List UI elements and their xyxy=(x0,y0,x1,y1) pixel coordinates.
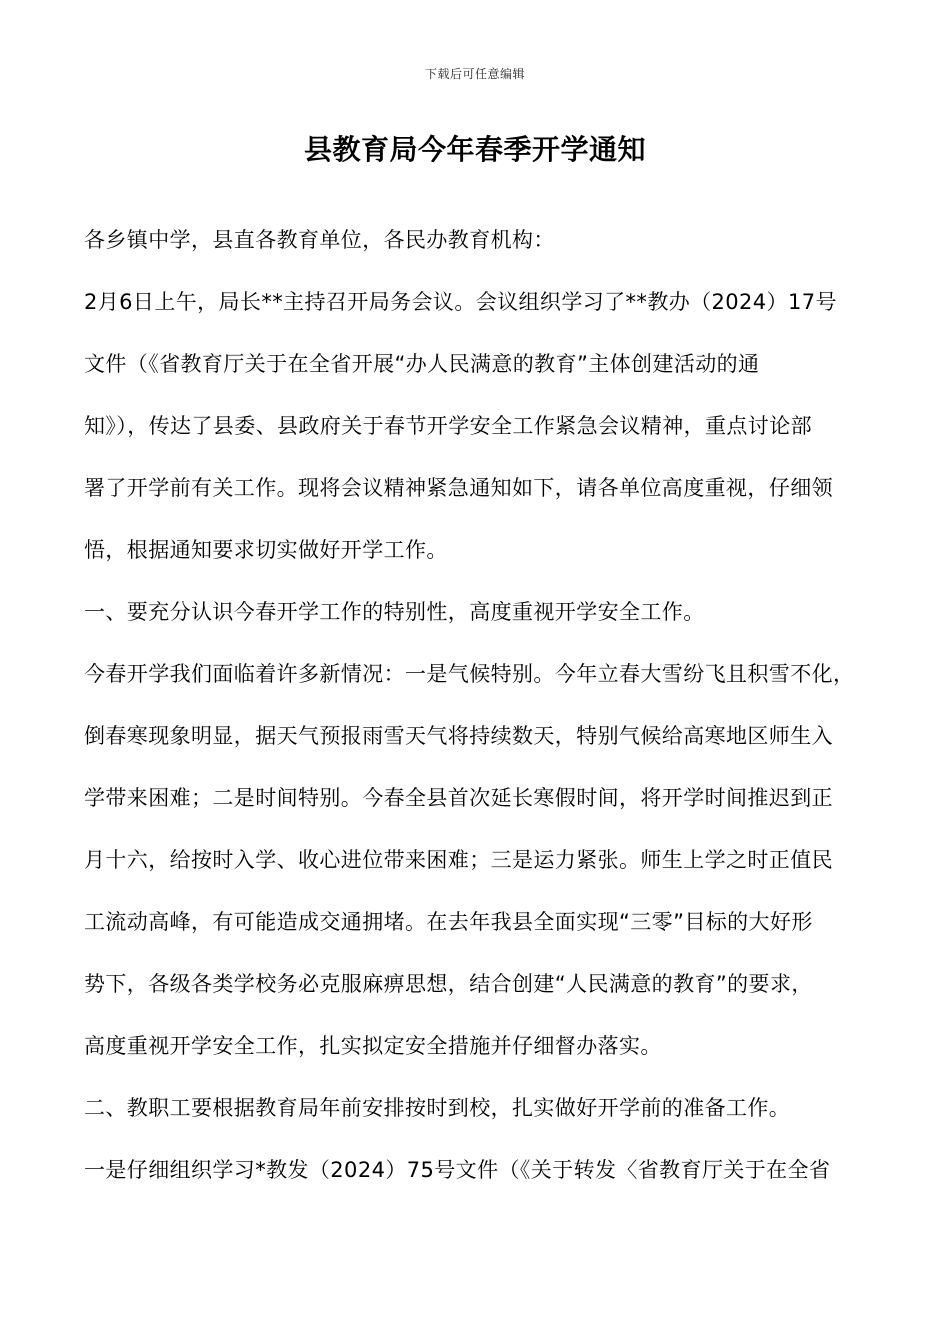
body-line: 各乡镇中学，县直各教育单位，各民办教育机构： xyxy=(84,228,555,252)
body-line: 一是仔细组织学习*教发（2024）75号文件（《关于转发〈省教育厅关于在全省 xyxy=(84,1158,831,1182)
body-line: 学带来困难；二是时间特别。今春全县首次延长寒假时间，将开学时间推迟到正 xyxy=(84,786,833,810)
body-line: 知》），传达了县委、县政府关于春节开学安全工作紧急会议精神，重点讨论部 xyxy=(84,414,812,438)
body-line: 工流动高峰，有可能造成交通拥堵。在去年我县全面实现“三零”目标的大好形 xyxy=(84,910,813,934)
section-heading: 二、教职工要根据教育局年前安排按时到校，扎实做好开学前的准备工作。 xyxy=(84,1096,791,1120)
body-line: 倒春寒现象明显，据天气预报雨雪天气将持续数天，特别气候给高寒地区师生入 xyxy=(84,724,833,748)
document-body xyxy=(84,220,884,1212)
header-note: 下载后可任意编辑 xyxy=(424,67,525,81)
body-line: 高度重视开学安全工作，扎实拟定安全措施并仔细督办落实。 xyxy=(84,1034,662,1058)
document-title: 县教育局今年春季开学通知 xyxy=(303,133,646,166)
body-line: 悟，根据通知要求切实做好开学工作。 xyxy=(84,538,448,562)
body-line: 文件（《省教育厅关于在全省开展“办人民满意的教育”主体创建活动的通 xyxy=(84,352,760,376)
body-line: 今春开学我们面临着许多新情况：一是气候特别。今年立春大雪纷飞且积雪不化， xyxy=(84,662,855,686)
section-heading: 一、要充分认识今春开学工作的特别性，高度重视开学安全工作。 xyxy=(84,600,705,624)
body-line: 2月6日上午，局长**主持召开局务会议。会议组织学习了**教办（2024）17号 xyxy=(84,290,837,314)
body-line: 月十六，给按时入学、收心进位带来困难；三是运力紧张。师生上学之时正值民 xyxy=(84,848,833,872)
body-line: 势下，各级各类学校务必克服麻痹思想，结合创建“人民满意的教育”的要求， xyxy=(84,972,813,996)
body-line: 署了开学前有关工作。现将会议精神紧急通知如下，请各单位高度重视，仔细领 xyxy=(84,476,833,500)
